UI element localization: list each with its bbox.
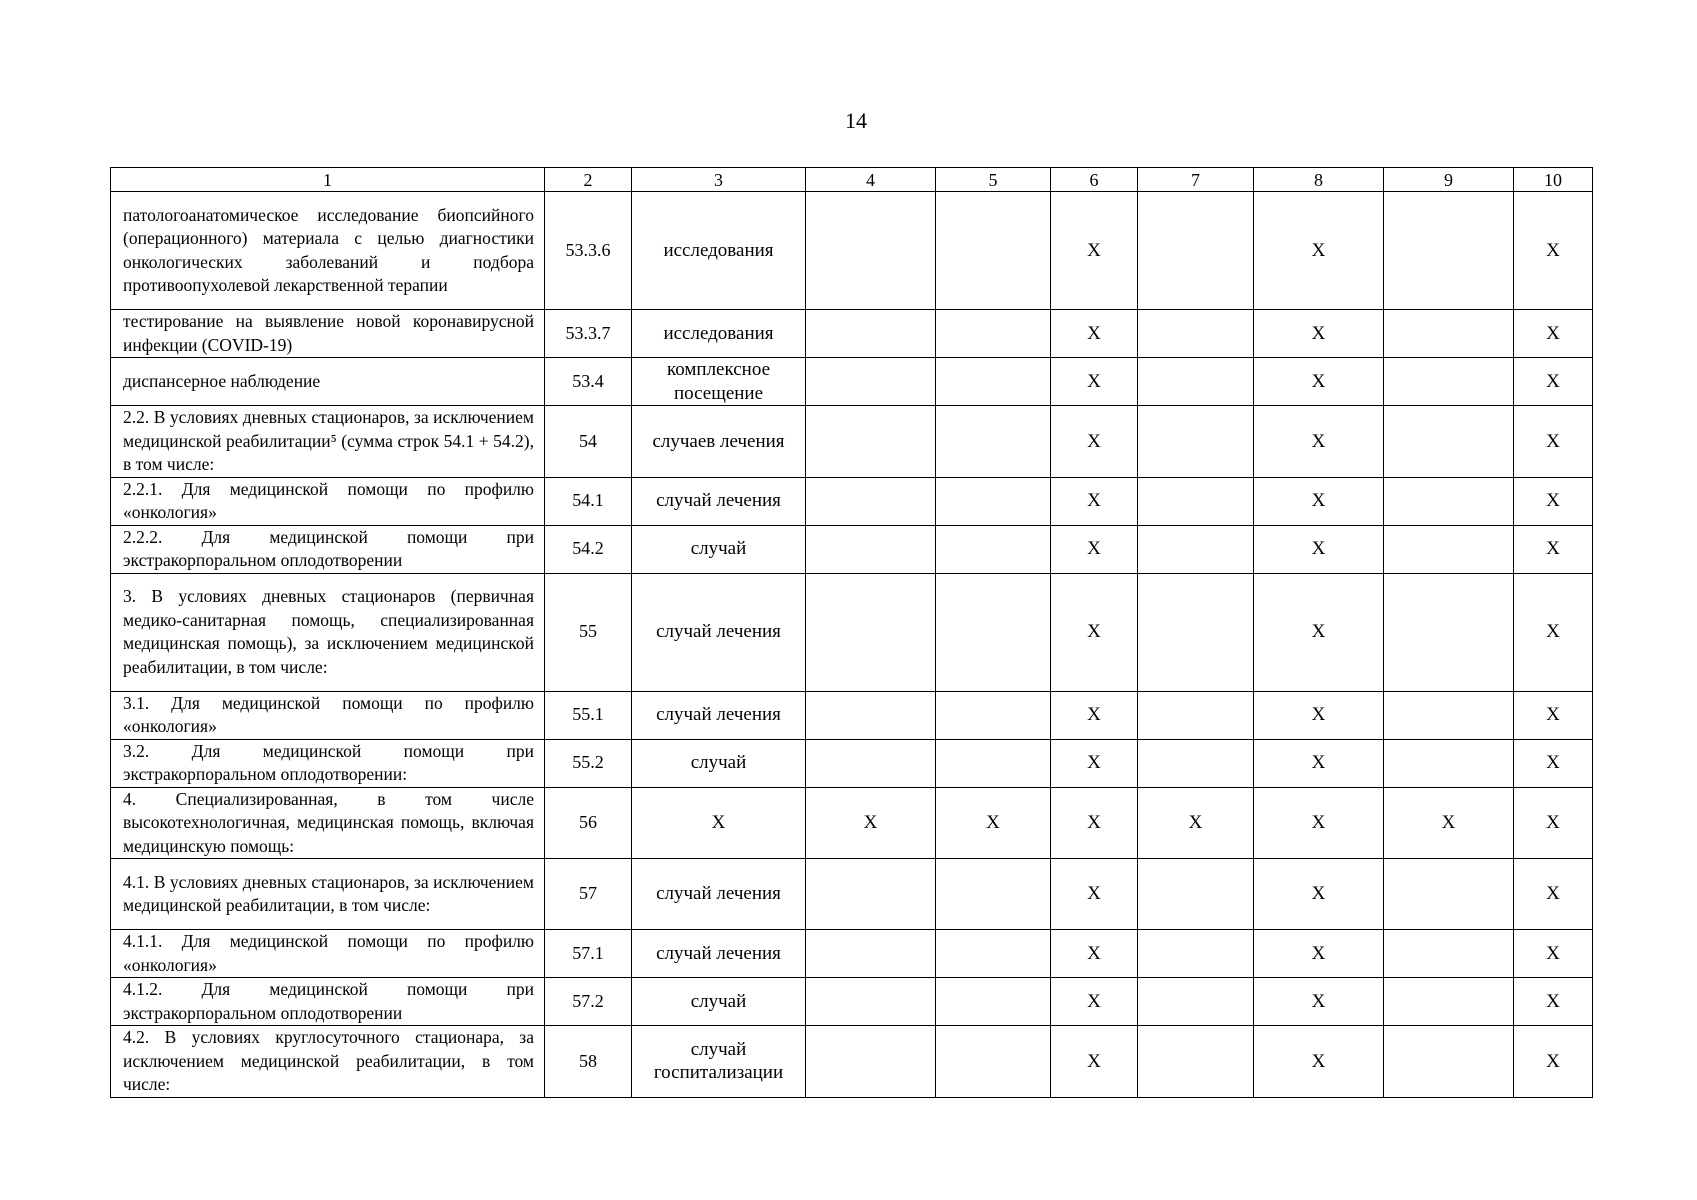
column-number: 4: [806, 168, 936, 192]
column-6-value: X: [1051, 930, 1138, 978]
column-9-value: [1384, 978, 1514, 1026]
unit-of-measure: исследования: [632, 310, 806, 358]
column-5-value: [936, 691, 1051, 739]
row-code: 58: [545, 1026, 632, 1098]
unit-of-measure: исследования: [632, 192, 806, 310]
unit-of-measure: X: [632, 787, 806, 859]
unit-of-measure: случай лечения: [632, 477, 806, 525]
column-10-value: X: [1514, 525, 1593, 573]
column-4-value: [806, 573, 936, 691]
page-number: 14: [845, 108, 867, 133]
row-code: 55: [545, 573, 632, 691]
unit-of-measure: случай лечения: [632, 930, 806, 978]
column-6-value: X: [1051, 406, 1138, 478]
row-description: патологоанатомическое исследование биопсийного (операционного) материала с целью диагностики онкологических заболеваний и подбора противоопухолевой лекарственной терапии: [111, 192, 545, 310]
row-description: тестирование на выявление новой коронавирусной инфекции (COVID-19): [111, 310, 545, 358]
column-6-value: X: [1051, 525, 1138, 573]
column-number: 7: [1138, 168, 1254, 192]
column-8-value: X: [1254, 310, 1384, 358]
unit-of-measure: комплексное посещение: [632, 358, 806, 406]
column-5-value: [936, 1026, 1051, 1098]
table-row: [111, 192, 1593, 310]
column-9-value: [1384, 192, 1514, 310]
column-8-value: X: [1254, 739, 1384, 787]
column-number: 8: [1254, 168, 1384, 192]
column-8-value: X: [1254, 358, 1384, 406]
column-9-value: [1384, 477, 1514, 525]
column-10-value: X: [1514, 192, 1593, 310]
column-5-value: [936, 739, 1051, 787]
column-10-value: X: [1514, 787, 1593, 859]
unit-of-measure: случай: [632, 978, 806, 1026]
row-description: 4. Специализированная, в том числе высокотехнологичная, медицинская помощь, включая медицинскую помощь:: [111, 787, 545, 859]
column-7-value: [1138, 192, 1254, 310]
row-description: 4.1.1. Для медицинской помощи по профилю «онкология»: [111, 930, 545, 978]
column-7-value: [1138, 859, 1254, 930]
column-6-value: X: [1051, 358, 1138, 406]
table-row: [111, 859, 1593, 930]
row-code: 54: [545, 406, 632, 478]
row-description: 3.1. Для медицинской помощи по профилю «онкология»: [111, 691, 545, 739]
column-7-value: [1138, 930, 1254, 978]
column-8-value: X: [1254, 691, 1384, 739]
column-number: 1: [111, 168, 545, 192]
row-description: 2.2.1. Для медицинской помощи по профилю «онкология»: [111, 477, 545, 525]
column-8-value: X: [1254, 192, 1384, 310]
unit-of-measure: случаев лечения: [632, 406, 806, 478]
row-description: 4.1. В условиях дневных стационаров, за исключением медицинской реабилитации, в том числе:: [111, 859, 545, 930]
column-10-value: X: [1514, 859, 1593, 930]
table-row: [111, 787, 1593, 859]
row-code: 55.1: [545, 691, 632, 739]
column-10-value: X: [1514, 691, 1593, 739]
column-7-value: [1138, 358, 1254, 406]
column-10-value: X: [1514, 573, 1593, 691]
table-row: [111, 930, 1593, 978]
column-10-value: X: [1514, 739, 1593, 787]
row-code: 57.1: [545, 930, 632, 978]
column-6-value: X: [1051, 573, 1138, 691]
unit-of-measure: случай лечения: [632, 573, 806, 691]
column-6-value: X: [1051, 787, 1138, 859]
column-8-value: X: [1254, 859, 1384, 930]
column-7-value: [1138, 525, 1254, 573]
column-7-value: [1138, 739, 1254, 787]
column-8-value: X: [1254, 787, 1384, 859]
column-9-value: [1384, 930, 1514, 978]
row-code: 56: [545, 787, 632, 859]
column-5-value: X: [936, 787, 1051, 859]
row-description: 4.1.2. Для медицинской помощи при экстракорпоральном оплодотворении: [111, 978, 545, 1026]
unit-of-measure: случай: [632, 739, 806, 787]
column-9-value: [1384, 691, 1514, 739]
column-9-value: [1384, 739, 1514, 787]
column-10-value: X: [1514, 477, 1593, 525]
row-code: 53.3.7: [545, 310, 632, 358]
column-4-value: [806, 358, 936, 406]
unit-of-measure: случай лечения: [632, 691, 806, 739]
column-5-value: [936, 930, 1051, 978]
table-row: [111, 525, 1593, 573]
column-9-value: [1384, 859, 1514, 930]
column-10-value: X: [1514, 358, 1593, 406]
column-7-value: [1138, 1026, 1254, 1098]
row-description: диспансерное наблюдение: [111, 358, 545, 406]
table-row: [111, 691, 1593, 739]
column-9-value: X: [1384, 787, 1514, 859]
column-6-value: X: [1051, 739, 1138, 787]
column-7-value: [1138, 477, 1254, 525]
column-9-value: [1384, 358, 1514, 406]
table-row: [111, 978, 1593, 1026]
row-description: 2.2.2. Для медицинской помощи при экстракорпоральном оплодотворении: [111, 525, 545, 573]
column-6-value: X: [1051, 192, 1138, 310]
column-5-value: [936, 192, 1051, 310]
row-description: 2.2. В условиях дневных стационаров, за исключением медицинской реабилитации⁵ (сумма строк 54.1 + 54.2), в том числе:: [111, 406, 545, 478]
row-code: 57: [545, 859, 632, 930]
row-description: 3. В условиях дневных стационаров (первичная медико-санитарная помощь, специализированная медицинская помощь), за исключением медицинской реабилитации, в том числе:: [111, 573, 545, 691]
column-4-value: [806, 310, 936, 358]
table-header-row: [111, 168, 1593, 192]
column-4-value: [806, 1026, 936, 1098]
table-row: [111, 573, 1593, 691]
column-5-value: [936, 573, 1051, 691]
column-4-value: [806, 192, 936, 310]
column-4-value: [806, 525, 936, 573]
column-5-value: [936, 525, 1051, 573]
column-number: 10: [1514, 168, 1593, 192]
column-7-value: [1138, 691, 1254, 739]
row-code: 54.1: [545, 477, 632, 525]
row-code: 54.2: [545, 525, 632, 573]
column-number: 3: [632, 168, 806, 192]
column-number: 2: [545, 168, 632, 192]
row-code: 57.2: [545, 978, 632, 1026]
column-5-value: [936, 358, 1051, 406]
row-code: 55.2: [545, 739, 632, 787]
column-9-value: [1384, 1026, 1514, 1098]
table-row: [111, 1026, 1593, 1098]
column-6-value: X: [1051, 477, 1138, 525]
column-4-value: [806, 477, 936, 525]
column-6-value: X: [1051, 691, 1138, 739]
column-5-value: [936, 406, 1051, 478]
row-code: 53.3.6: [545, 192, 632, 310]
column-5-value: [936, 859, 1051, 930]
column-5-value: [936, 477, 1051, 525]
table-row: [111, 739, 1593, 787]
table-row: [111, 310, 1593, 358]
column-8-value: X: [1254, 525, 1384, 573]
column-number: 6: [1051, 168, 1138, 192]
row-code: 53.4: [545, 358, 632, 406]
column-8-value: X: [1254, 978, 1384, 1026]
column-7-value: [1138, 310, 1254, 358]
row-description: 4.2. В условиях круглосуточного стационара, за исключением медицинской реабилитации, в том числе:: [111, 1026, 545, 1098]
column-4-value: [806, 859, 936, 930]
column-8-value: X: [1254, 406, 1384, 478]
table-row: [111, 406, 1593, 478]
column-4-value: [806, 930, 936, 978]
column-8-value: X: [1254, 1026, 1384, 1098]
column-5-value: [936, 978, 1051, 1026]
table-row: [111, 477, 1593, 525]
unit-of-measure: случай госпитализации: [632, 1026, 806, 1098]
column-6-value: X: [1051, 978, 1138, 1026]
column-7-value: [1138, 573, 1254, 691]
column-7-value: [1138, 978, 1254, 1026]
row-description: 3.2. Для медицинской помощи при экстракорпоральном оплодотворении:: [111, 739, 545, 787]
column-6-value: X: [1051, 859, 1138, 930]
column-8-value: X: [1254, 573, 1384, 691]
column-4-value: [806, 978, 936, 1026]
column-4-value: [806, 691, 936, 739]
column-9-value: [1384, 406, 1514, 478]
column-6-value: X: [1051, 310, 1138, 358]
column-5-value: [936, 310, 1051, 358]
column-10-value: X: [1514, 978, 1593, 1026]
column-4-value: X: [806, 787, 936, 859]
table-row: [111, 358, 1593, 406]
column-8-value: X: [1254, 477, 1384, 525]
column-8-value: X: [1254, 930, 1384, 978]
unit-of-measure: случай лечения: [632, 859, 806, 930]
column-10-value: X: [1514, 406, 1593, 478]
column-4-value: [806, 739, 936, 787]
column-10-value: X: [1514, 1026, 1593, 1098]
column-7-value: X: [1138, 787, 1254, 859]
column-9-value: [1384, 525, 1514, 573]
column-4-value: [806, 406, 936, 478]
data-table: [110, 167, 1593, 1098]
column-9-value: [1384, 573, 1514, 691]
column-number: 5: [936, 168, 1051, 192]
column-10-value: X: [1514, 310, 1593, 358]
unit-of-measure: случай: [632, 525, 806, 573]
column-number: 9: [1384, 168, 1514, 192]
column-7-value: [1138, 406, 1254, 478]
column-10-value: X: [1514, 930, 1593, 978]
column-9-value: [1384, 310, 1514, 358]
column-6-value: X: [1051, 1026, 1138, 1098]
